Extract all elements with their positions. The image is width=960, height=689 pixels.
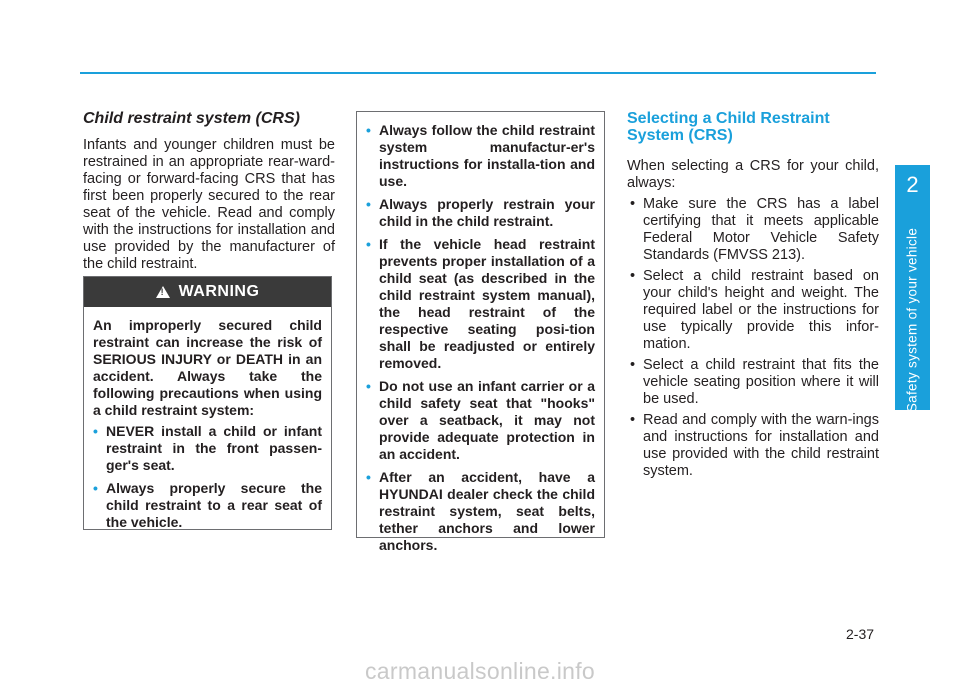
bullet-icon: • xyxy=(366,469,371,485)
section-selecting-crs xyxy=(627,110,879,484)
bullet-icon: • xyxy=(366,122,371,138)
section-heading: Selecting a Child Restraint System (CRS) xyxy=(627,110,830,144)
list-item: • Make sure the CRS has a label certifying that it meets applicable Federal Motor Vehicle Safety Standards (FMVSS 213). xyxy=(630,196,879,263)
selection-list xyxy=(627,196,879,480)
list-item: • After an accident, have a HYUNDAI dealer check the child restraint system, seat belts, tether anchors and lower anchors. xyxy=(366,469,595,553)
list-item: • NEVER install a child or infant restraint in the front passen-ger's seat. xyxy=(93,423,322,473)
bullet-icon: • xyxy=(630,196,636,212)
warning-box xyxy=(83,276,332,530)
warning-header xyxy=(84,277,331,307)
chapter-title: Safety system of your vehicle xyxy=(904,227,920,413)
bullet-icon: • xyxy=(630,268,636,284)
warning-list xyxy=(93,423,322,531)
section-heading: Child restraint system (CRS) xyxy=(83,110,300,127)
list-item: • Select a child restraint that fits the vehicle seating position where it will be used. xyxy=(630,357,879,407)
page-number: 2-37 xyxy=(846,626,875,642)
bullet-icon: • xyxy=(366,196,371,212)
chapter-number: 2 xyxy=(906,172,919,197)
section-child-restraint xyxy=(83,110,335,273)
list-item: • Always properly restrain your child in the child restraint. xyxy=(366,196,595,229)
header-rule xyxy=(80,72,876,74)
bullet-icon: • xyxy=(630,357,636,373)
list-item: • Always properly secure the child restraint to a rear seat of the vehicle. xyxy=(93,480,322,530)
list-item: • Select a child restraint based on your child's height and weight. The required label or the instructions for use typically provide this infor-mation. xyxy=(630,268,879,352)
list-item: • Read and comply with the warn-ings and instructions for installation and use provided with the child restraint system. xyxy=(630,412,879,479)
list-item: • Always follow the child restraint system manufactur-er's instructions for installa-tion and use. xyxy=(366,122,595,189)
warning-intro: An improperly secured child restraint can increase the risk of SERIOUS INJURY or DEATH in an accident. Always take the following precautions when using a child restraint system: xyxy=(93,317,322,418)
bullet-icon: • xyxy=(366,378,371,394)
section-intro: When selecting a CRS for your child, always: xyxy=(627,158,879,191)
warning-title: WARNING xyxy=(178,283,260,300)
bullet-icon: • xyxy=(93,480,98,496)
footer-watermark[interactable]: carmanualsonline.info xyxy=(364,658,596,684)
warning-continued-list xyxy=(366,122,595,554)
list-item: • Do not use an infant carrier or a child safety seat that "hooks" over a seatback, it may not provide adequate protection in an accident. xyxy=(366,378,595,462)
warning-continued-box xyxy=(356,111,605,553)
list-item: • If the vehicle head restraint prevents proper installation of a child seat (as described in the child restraint system manual), the head restraint of the respective seating posi-tion shall be readjusted or entirely removed. xyxy=(366,236,595,371)
bullet-icon: • xyxy=(93,423,98,439)
section-body: Infants and younger children must be restrained in an appropriate rear-ward-facing or forward-facing CRS that has first been properly secured to the rear seat of the vehicle. Read and comply with the instructions for installation and use provided by the manufacturer of the child restraint. xyxy=(83,137,335,272)
bullet-icon: • xyxy=(366,236,371,252)
warning-icon xyxy=(156,286,170,298)
bullet-icon: • xyxy=(630,412,636,428)
